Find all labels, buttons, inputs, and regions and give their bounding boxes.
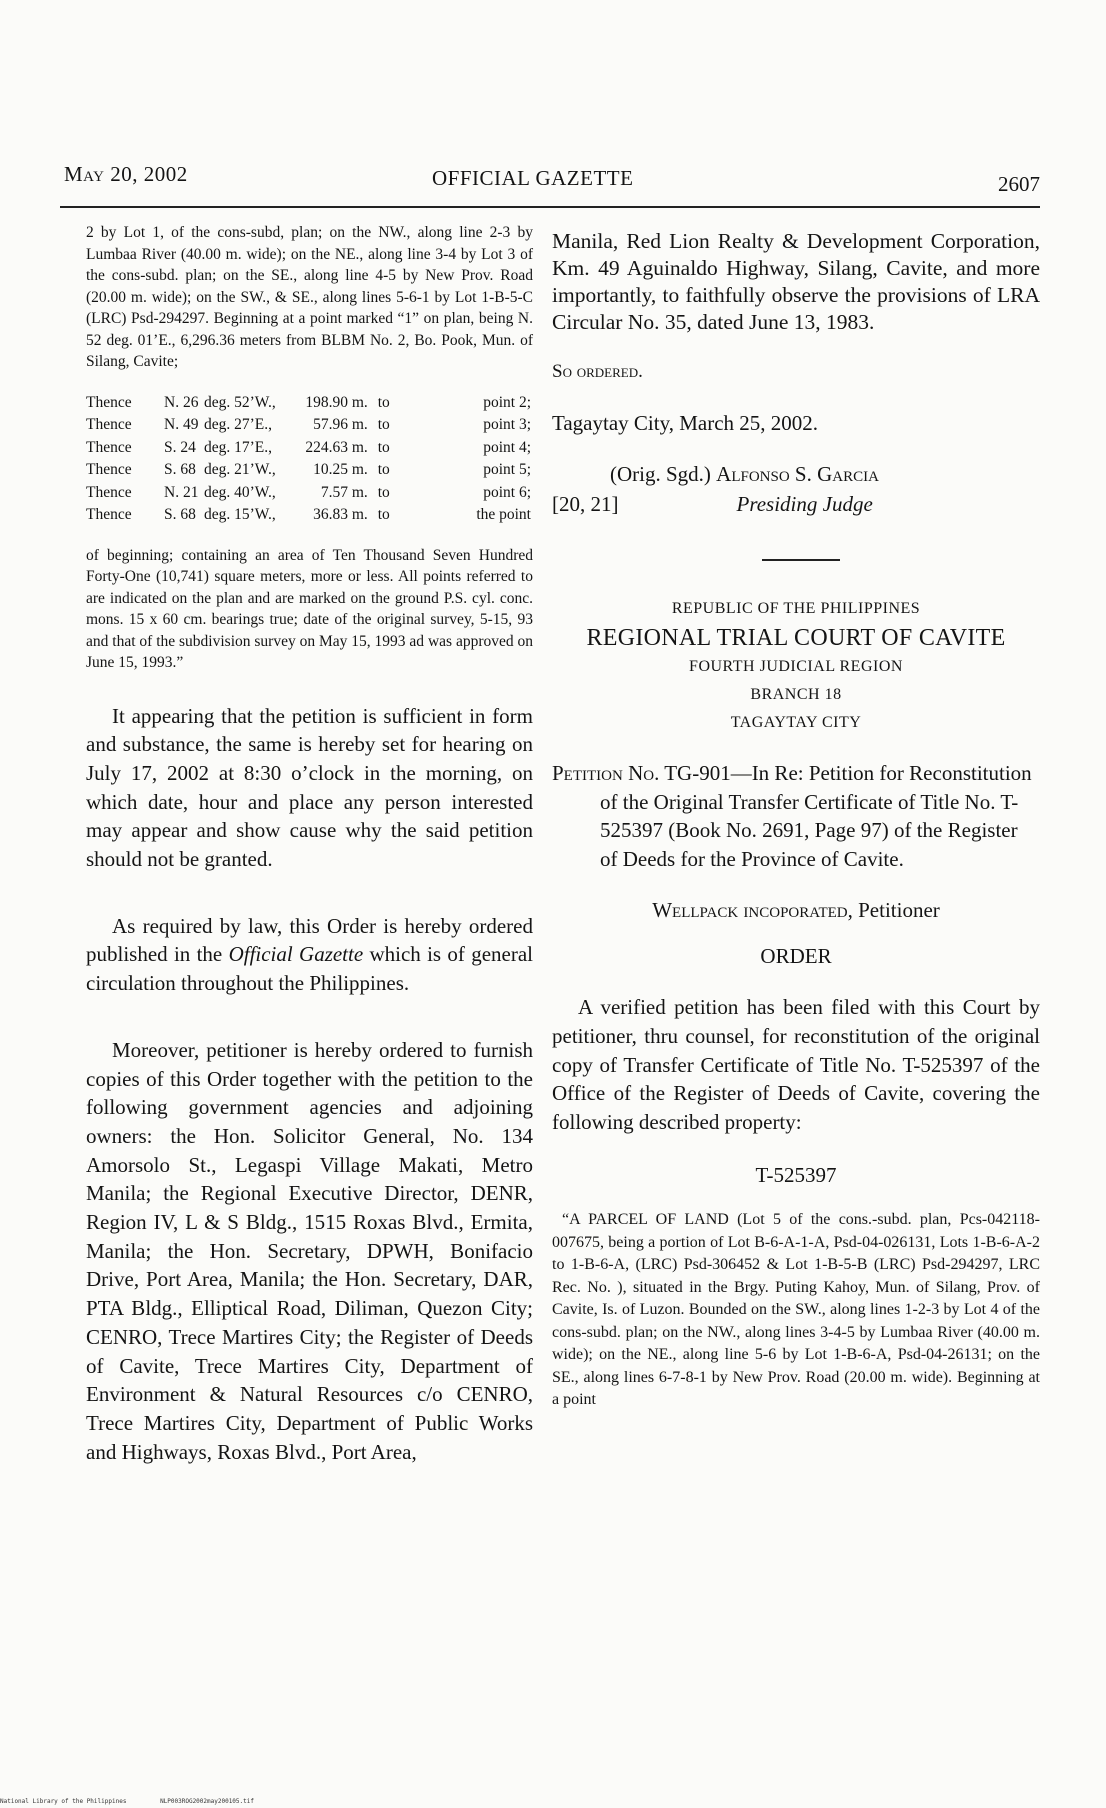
bearing-to: to [377,416,390,434]
court-heading [552,595,1040,737]
parcel-description: “A PARCEL OF LAND (Lot 5 of the cons.-subd. plan, Pcs-042118-007675, being a portion of Lot B-6-A-1-A, Psd-04-026131, Lots 1-B-6-A-2 to 1-B-6-A, (LRC) Psd-306452 & Lot 1-B-5-B (LRC) Psd-294297, LRC Rec. No. ), situated in the Brgy. Puting Kahoy, Mun. of Silang, Prov. of Cavite, Is. of Luzon. Bounded on the SW., along lines 1-2-3 by Lot 4 of the cons-subd. plan; on the NW., along lines 3-4-5 by Lumbaa River (40.00 m. wide); on the NE., along line 5-6 by Lot 1-B-6-A, Psd-04-26131; on the SE., along lines 6-7-8-1 by New Prov. Road (20.00 m. wide). Beginning at a point [552,1211,1040,1409]
bearing-dist: 36.83 m. [313,506,368,524]
judge-name: Alfonso S. Garcia [716,462,879,487]
bearing-word: Thence [86,438,132,456]
petitioner-role: Petitioner [858,897,940,922]
petitioner-name: Wellpack incoporated, [652,897,853,922]
publication-text-post: which is of general circulation throughout the Philippines. [86,942,533,996]
petition-caption [552,759,1040,874]
bearing-dist: 224.63 m. [305,438,368,456]
bearing-deg: deg. 27’E., [204,416,273,434]
bearing-deg: deg. 40’W., [204,483,276,501]
header-rule [60,206,1040,208]
bearing-row [86,414,531,437]
title-number: T-525397 [755,1162,837,1187]
bearing-dist: 7.57 m. [320,483,368,501]
continuation-paragraph: Manila, Red Lion Realty & Development Corporation, Km. 49 Aguinaldo Highway, Silang, Cavite, and more importantly, to faithfully observe the provisions of LRA Circular No. 35, dated June 13, 1983. [552,229,1040,334]
bearing-point: point 6; [483,483,531,501]
bearing-dist: 57.96 m. [313,416,368,434]
bearing-word: Thence [86,483,132,501]
bearing-point: point 2; [483,393,531,411]
bearing-word: Thence [86,506,132,524]
bearing-point: point 5; [483,461,531,479]
orig-sgd: (Orig. Sgd.) [610,462,711,487]
petition-text: TG-901—In Re: Petition for Reconstitution of the Original Transfer Certificate of Title No. T-525397 (Book No. 2691, Page 97) of the Register of Deeds for the Province of Cavite. [600,760,1032,872]
court-branch: BRANCH 18 [750,685,842,703]
bearing-dist: 10.25 m. [313,461,368,479]
right-column [552,228,1040,1412]
order-heading: ORDER [760,944,832,969]
bearing-to: to [377,393,390,411]
bearing-dir: N. 49 [164,416,199,434]
bearing-dist: 198.90 m. [305,393,368,411]
bearing-point: point 4; [483,438,531,456]
issue-date: May 20, 2002 [64,162,188,186]
land-description-intro: 2 by Lot 1, of the cons-subd, plan; on the NW., along line 2-3 by Lumbaa River (40.00 m. wide); on the NE., along line 3-4 by Lot 3 of the cons-subd. plan; on the SE., along line 4-5 by New Prov. Road (20.00 m. wide); on the SW., & SE., along lines 5-6-1 by Lot 1-B-5-C (LRC) Psd-294297. Beginning at a point marked “1” on plan, being N. 52 deg. 01’E., 6,296.36 meters from BLBM No. 2, Bo. Pook, Mun. of Silang, Cavite; [86,224,533,370]
bearing-row [86,504,531,527]
bearing-word: Thence [86,416,132,434]
land-description-end: of beginning; containing an area of Ten Thousand Seven Hundred Forty-One (10,741) square meters, more or less. All points referred to are indicated on the plan and are marked on the ground P.S. cyl. conc. mons. 15 x 60 cm. bearings true; date of the original survey, 5-15, 93 and that of the subdivision survey on May 15, 1993 ad was approved on June 15, 1993.” [86,546,533,671]
hearing-paragraph: It appearing that the petition is sufficient in form and substance, the same is hereby set for hearing on July 17, 2002 at 8:30 o’clock in the morning, on which date, hour and place any person interested may appear and show cause why the said petition should not be granted. [86,703,533,872]
bearings-table [86,392,531,527]
bearing-point: the point [476,506,531,524]
bearing-word: Thence [86,461,132,479]
court-city: TAGAYTAY CITY [730,713,862,731]
petition-label: Petition No. [552,760,660,785]
judge-title: Presiding Judge [736,492,873,517]
bearing-deg: deg. 21’W., [204,461,276,479]
bearing-deg: deg. 17’E., [204,438,273,456]
library-name: National Library of the Philippines [0,1798,127,1805]
court-name: REGIONAL TRIAL COURT OF CAVITE [586,624,1006,651]
bearing-dir: N. 26 [164,393,199,411]
reference-numbers: [20, 21] [552,492,619,517]
bearing-to: to [377,461,390,479]
signature-block [552,459,1040,519]
bearing-to: to [377,483,390,501]
bearing-dir: S. 68 [164,461,196,479]
section-divider [762,559,840,561]
bearing-word: Thence [86,393,132,411]
file-name: NLP003ROG2002may200105.tif [160,1798,254,1805]
petitioner-line [552,896,1040,925]
bearing-deg: deg. 15’W., [204,506,276,524]
so-ordered: So ordered. [552,361,643,382]
bearing-deg: deg. 52’W., [204,393,276,411]
publication-paragraph [86,912,533,998]
bearing-to: to [377,506,390,524]
publication-title: OFFICIAL GAZETTE [432,166,634,190]
bearing-row [86,392,531,415]
page-header [60,162,1040,202]
place-and-date: Tagaytay City, March 25, 2002. [552,410,819,435]
bearing-row [86,482,531,505]
scan-footer [0,1798,284,1805]
bearing-row [86,459,531,482]
bearing-dir: N. 21 [164,483,199,501]
bearing-row [86,437,531,460]
page-number: 2607 [998,172,1040,196]
bearing-point: point 3; [483,416,531,434]
publication-text-pre: As required by law, this Order is hereby ordered published in the [86,913,533,967]
republic-line: REPUBLIC OF THE PHILIPPINES [671,599,921,617]
bearing-dir: S. 24 [164,438,196,456]
judicial-region: FOURTH JUDICIAL REGION [689,657,903,675]
verified-petition-paragraph: A verified petition has been filed with this Court by petitioner, thru counsel, for reconstitution of the original copy of Transfer Certificate of Title No. T-525397 of the Office of the Register of Deeds of Cavite, covering the following described property: [552,995,1040,1134]
left-column [86,222,533,1466]
bearing-dir: S. 68 [164,506,196,524]
bearing-to: to [377,438,390,456]
furnish-copies-paragraph: Moreover, petitioner is hereby ordered to furnish copies of this Order together with the petition to the following government agencies and adjoining owners: the Hon. Solicitor General, No. 134 Amorsolo St., Legaspi Village Makati, Metro Manila; the Regional Executive Director, DENR, Region IV, L & S Bldg., 1515 Roxas Blvd., Ermita, Manila; the Hon. Secretary, DPWH, Bonifacio Drive, Port Area, Manila; the Hon. Secretary, DAR, PTA Bldg., Elliptical Road, Diliman, Quezon City; CENRO, Trece Martires City; the Register of Deeds of Cavite, Trece Martires City, Department of Environment & Natural Resources c/o CENRO, Trece Martires City, Department of Public Works and Highways, Roxas Blvd., Port Area, [86,1037,533,1464]
gazette-name: Official Gazette [228,942,364,967]
